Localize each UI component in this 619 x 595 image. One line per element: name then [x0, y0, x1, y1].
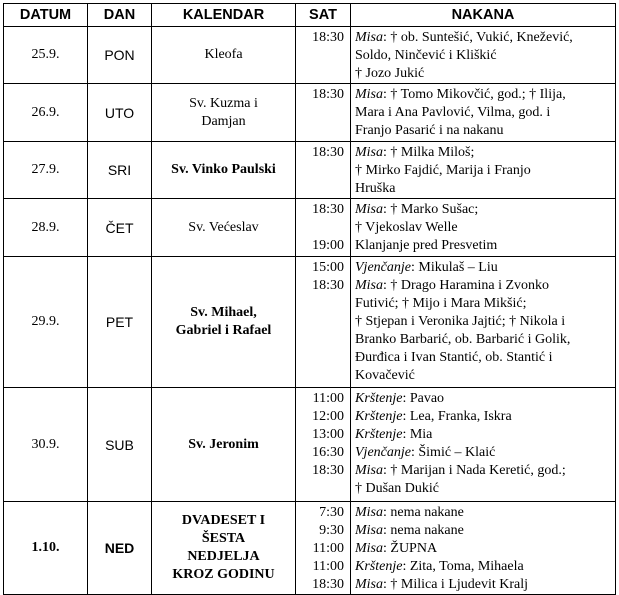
time-value — [296, 219, 344, 237]
time-cell — [296, 27, 351, 84]
calendar-line: ŠESTA — [201, 531, 246, 546]
day-cell: SUB — [88, 388, 152, 502]
day-cell: UTO — [88, 84, 152, 142]
intention-text: Kovačević — [355, 368, 415, 383]
intention-type: Misa — [355, 30, 383, 45]
intention-type: Misa — [355, 87, 383, 102]
time-value: 13:00 — [312, 427, 344, 442]
intention-cell — [351, 257, 616, 388]
intention-text: : Pavao — [402, 391, 445, 406]
intention-line — [355, 522, 612, 540]
intention-type: Misa — [355, 505, 383, 520]
time-value: 12:00 — [312, 409, 344, 424]
calendar-cell — [152, 257, 296, 388]
calendar-line: KROZ GODINU — [172, 567, 275, 582]
intention-type: Misa — [355, 202, 383, 217]
intention-text: : † Marijan i Nada Keretić, god.; — [383, 463, 566, 478]
intention-text: Franjo Pasarić i na nakanu — [355, 123, 504, 138]
time-value: 18:30 — [312, 463, 344, 478]
intention-text: : † Milka Miloš; — [383, 145, 475, 160]
header-sat: SAT — [296, 4, 351, 27]
header-nakana: NAKANA — [351, 4, 616, 27]
schedule-row — [4, 199, 616, 257]
calendar-line: Sv. Mihael, — [190, 305, 257, 320]
time-value: 18:30 — [312, 202, 344, 217]
intention-type: Vjenčanje — [355, 445, 411, 460]
intention-line — [355, 219, 612, 237]
schedule-row — [4, 388, 616, 502]
intention-text: † Vjekoslav Welle — [355, 220, 458, 235]
time-cell — [296, 388, 351, 502]
intention-line — [355, 295, 612, 313]
intention-line — [355, 349, 612, 367]
calendar-cell — [152, 27, 296, 84]
time-cell — [296, 199, 351, 257]
intention-text: : † ob. Suntešić, Vukić, Knežević, — [383, 30, 573, 45]
intention-line — [355, 480, 612, 498]
time-value: 11:00 — [312, 391, 344, 406]
intention-cell — [351, 502, 616, 595]
intention-text: : † Milica i Ljudevit Kralj — [383, 577, 529, 592]
intention-type: Misa — [355, 278, 383, 293]
intention-text: † Jozo Jukić — [355, 66, 425, 81]
intention-type: Misa — [355, 523, 383, 538]
intention-cell — [351, 199, 616, 257]
calendar-line: Sv. Jeronim — [188, 436, 259, 452]
intention-type: Misa — [355, 541, 383, 556]
calendar-cell — [152, 502, 296, 595]
intention-line — [355, 558, 612, 576]
calendar-cell — [152, 388, 296, 502]
intention-line — [355, 237, 612, 255]
intention-line — [355, 201, 612, 219]
intention-type: Misa — [355, 463, 383, 478]
header-kalendar: KALENDAR — [152, 4, 296, 27]
intention-text: Futivić; † Mijo i Mara Mikšić; — [355, 296, 527, 311]
intention-line — [355, 540, 612, 558]
intention-line — [355, 144, 612, 162]
intention-line — [355, 65, 612, 83]
time-cell — [296, 257, 351, 388]
schedule-row — [4, 502, 616, 595]
schedule-row — [4, 142, 616, 199]
intention-text: : Mia — [402, 427, 433, 442]
date-cell: 1.10. — [4, 502, 88, 595]
time-value: 18:30 — [312, 577, 344, 592]
time-value: 16:30 — [312, 445, 344, 460]
intention-type: Krštenje — [355, 559, 403, 574]
intention-text: : nema nakane — [383, 505, 464, 520]
calendar-line: Damjan — [201, 113, 246, 129]
time-value: 18:30 — [312, 30, 344, 45]
intention-line — [355, 259, 612, 277]
intention-line — [355, 277, 612, 295]
intention-text: † Stjepan i Veronika Jajtić; † Nikola i — [355, 314, 566, 329]
calendar-line: Sv. Većeslav — [188, 219, 259, 235]
calendar-line: Sv. Kuzma i — [189, 95, 258, 111]
intention-text: † Dušan Dukić — [355, 481, 439, 496]
intention-type: Krštenje — [355, 409, 403, 424]
intention-line — [355, 444, 612, 462]
intention-text: Branko Barbarić, ob. Barbarić i Golik, — [355, 332, 571, 347]
intention-line — [355, 104, 612, 122]
time-value: 18:30 — [312, 278, 344, 293]
header-row — [4, 4, 616, 27]
intention-text: : ŽUPNA — [383, 541, 438, 556]
intention-text: : nema nakane — [383, 523, 464, 538]
calendar-line: Gabriel i Rafael — [175, 323, 272, 338]
time-value: 11:00 — [312, 541, 344, 556]
intention-line — [355, 504, 612, 522]
intention-line — [355, 180, 612, 198]
time-cell — [296, 502, 351, 595]
intention-text: : Šimić – Klaić — [410, 445, 496, 460]
time-value: 11:00 — [312, 559, 344, 574]
day-cell: ČET — [88, 199, 152, 257]
intention-line — [355, 390, 612, 408]
time-value: 18:30 — [312, 87, 344, 102]
day-cell: SRI — [88, 142, 152, 199]
calendar-line: Sv. Vinko Paulski — [171, 162, 276, 177]
schedule-row — [4, 257, 616, 388]
intention-line — [355, 86, 612, 104]
intention-text: : Mikulaš – Liu — [410, 260, 498, 275]
intention-line — [355, 576, 612, 594]
header-dan: DAN — [88, 4, 152, 27]
schedule-row — [4, 27, 616, 84]
intention-cell — [351, 27, 616, 84]
date-cell: 25.9. — [4, 27, 88, 84]
mass-schedule-table — [3, 3, 616, 595]
day-cell: PON — [88, 27, 152, 84]
intention-line — [355, 367, 612, 385]
date-cell: 27.9. — [4, 142, 88, 199]
day-cell: NED — [88, 502, 152, 595]
intention-text: : Zita, Toma, Mihaela — [402, 559, 524, 574]
calendar-cell — [152, 199, 296, 257]
intention-cell — [351, 388, 616, 502]
intention-type: Vjenčanje — [355, 260, 411, 275]
intention-type: Krštenje — [355, 391, 403, 406]
calendar-cell — [152, 142, 296, 199]
time-cell — [296, 142, 351, 199]
time-value: 9:30 — [319, 523, 344, 538]
time-value: 19:00 — [312, 238, 344, 253]
intention-line — [355, 331, 612, 349]
date-cell: 28.9. — [4, 199, 88, 257]
intention-line — [355, 29, 612, 47]
date-cell: 26.9. — [4, 84, 88, 142]
intention-line — [355, 122, 612, 140]
intention-line — [355, 47, 612, 65]
intention-cell — [351, 84, 616, 142]
intention-text: † Mirko Fajdić, Marija i Franjo — [355, 163, 531, 178]
intention-line — [355, 162, 612, 180]
intention-text: : † Drago Haramina i Zvonko — [383, 278, 550, 293]
calendar-line: DVADESET I — [181, 513, 266, 528]
date-cell: 30.9. — [4, 388, 88, 502]
intention-line — [355, 426, 612, 444]
time-value: 15:00 — [312, 260, 344, 275]
calendar-line: Kleofa — [204, 47, 243, 62]
intention-line — [355, 313, 612, 331]
intention-text: Đurđica i Ivan Stantić, ob. Stantić i — [355, 350, 553, 365]
header-datum: DATUM — [4, 4, 88, 27]
day-cell: PET — [88, 257, 152, 388]
time-value: 7:30 — [319, 505, 344, 520]
intention-text: Klanjanje pred Presvetim — [355, 238, 498, 253]
calendar-cell — [152, 84, 296, 142]
intention-type: Misa — [355, 145, 383, 160]
intention-text: Mara i Ana Pavlović, Vilma, god. i — [355, 105, 551, 120]
schedule-row — [4, 84, 616, 142]
intention-text: : † Tomo Mikovčić, god.; † Ilija, — [383, 87, 566, 102]
intention-line — [355, 408, 612, 426]
intention-type: Krštenje — [355, 427, 403, 442]
intention-line — [355, 462, 612, 480]
intention-text: : Lea, Franka, Iskra — [402, 409, 512, 424]
intention-text: Hruška — [355, 181, 396, 196]
time-value: 18:30 — [312, 145, 344, 160]
time-cell — [296, 84, 351, 142]
intention-type: Misa — [355, 577, 383, 592]
intention-text: Soldo, Ninčević i Kliškić — [355, 48, 497, 63]
intention-cell — [351, 142, 616, 199]
date-cell: 29.9. — [4, 257, 88, 388]
intention-text: : † Marko Sušac; — [383, 202, 479, 217]
calendar-line: NEDJELJA — [187, 549, 260, 564]
